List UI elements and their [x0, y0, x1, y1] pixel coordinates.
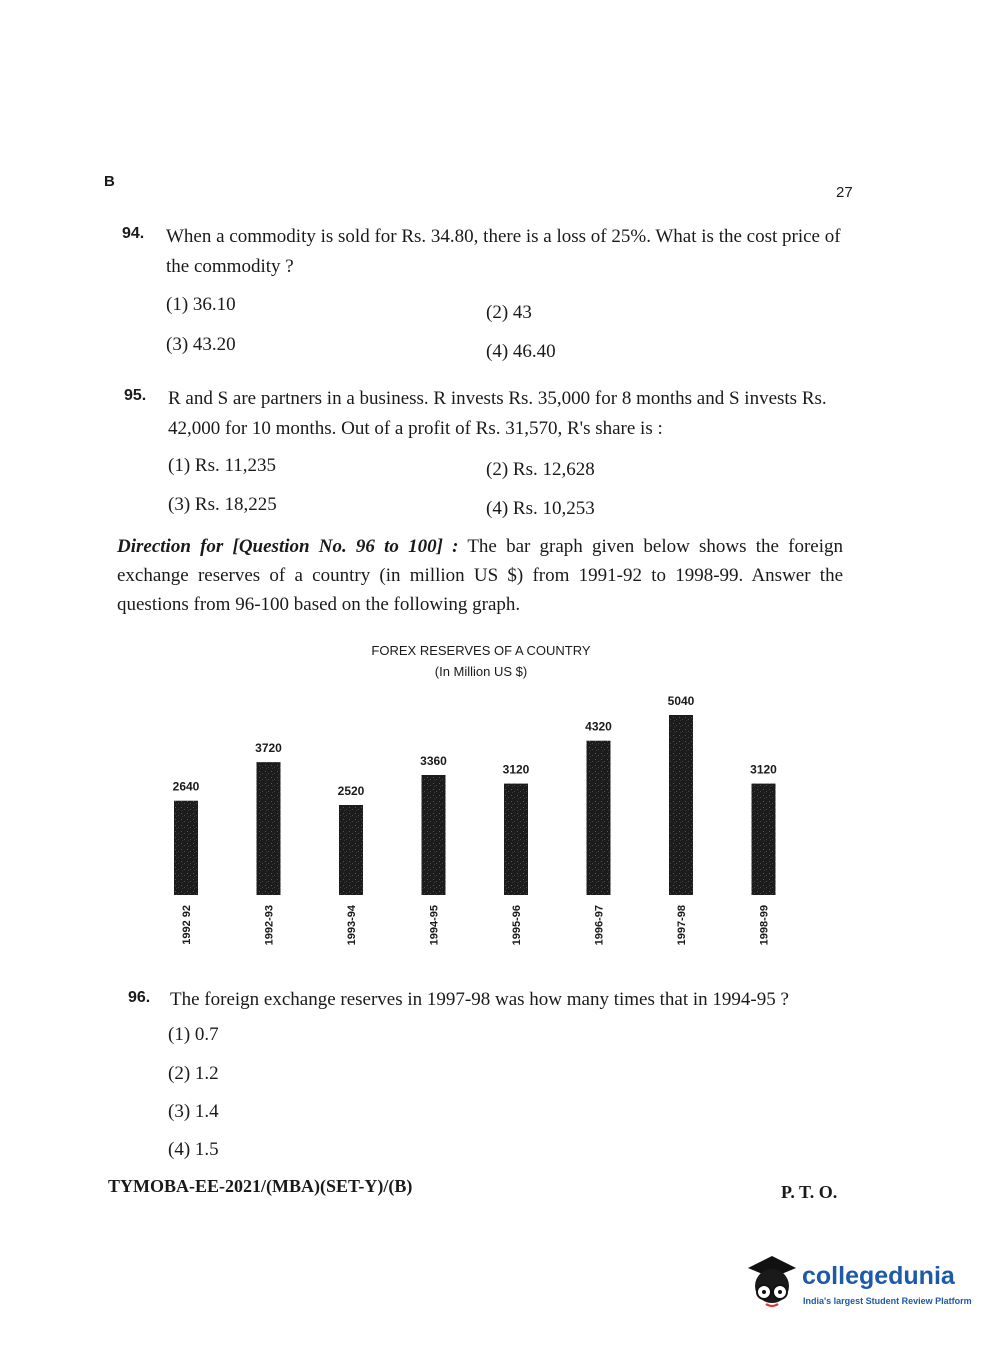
question-95-number: 95.	[124, 387, 147, 404]
bar-value-label: 3360	[420, 754, 447, 768]
direction-paragraph	[117, 532, 843, 619]
x-tick-label: 1995-96	[511, 905, 523, 946]
question-94-option-2: (2) 43	[486, 302, 532, 323]
bar-1992-93	[257, 762, 281, 895]
page-number: 27	[836, 184, 853, 201]
question-96-option-2: (2) 1.2	[168, 1063, 219, 1084]
question-96-number: 96.	[128, 989, 151, 1006]
question-95-option-1: (1) Rs. 11,235	[168, 455, 277, 476]
bar-value-label: 5040	[667, 694, 695, 708]
x-tick-label: 1997-98	[676, 905, 688, 946]
question-95-option-3: (3) Rs. 18,225	[168, 494, 277, 515]
question-96-text: The foreign exchange reserves in 1997-98 was how many times that in 1994-95 ?	[170, 989, 789, 1010]
question-94-option-3: (3) 43.20	[166, 334, 236, 355]
question-94-text: When a commodity is sold for Rs. 34.80, there is a loss of 25%. What is the cost price of the commodity ?	[166, 226, 841, 277]
bar-1994-95	[422, 775, 446, 895]
exam-code: TYMOBA-EE-2021/(MBA)(SET-Y)/(B)	[108, 1176, 413, 1196]
collegedunia-logo	[742, 1248, 972, 1312]
question-94-number: 94.	[122, 225, 145, 242]
direction-label: Direction for [Question No. 96 to 100] :	[117, 536, 459, 557]
direction-text: The bar graph given below shows the foreign exchange reserves of a country (in million US $) from 1991-92 to 1998-99. Answer the questions from 96-100 based on the following graph.	[117, 536, 843, 615]
x-tick-label: 1992-93	[263, 905, 276, 946]
mascot-icon	[742, 1252, 800, 1310]
pto-label: P. T. O.	[781, 1182, 838, 1202]
x-tick-label: 1996-97	[593, 905, 606, 946]
chart-title: FOREX RESERVES OF A COUNTRY	[371, 643, 591, 658]
question-95-option-2: (2) Rs. 12,628	[486, 459, 595, 480]
bar-value-label: 3120	[502, 762, 530, 777]
question-94-option-4: (4) 46.40	[486, 341, 556, 362]
bar-value-label: 3720	[255, 741, 282, 756]
bar-1995-96	[504, 784, 528, 895]
question-95-option-4: (4) Rs. 10,253	[486, 498, 595, 519]
x-tick-label: 1994-95	[428, 905, 441, 946]
x-tick-label: 1998-99	[758, 905, 771, 946]
bar-1997-98	[669, 715, 693, 895]
question-94-option-1: (1) 36.10	[166, 294, 236, 315]
forex-bar-chart	[150, 680, 810, 970]
set-letter: B	[104, 173, 115, 190]
bar-1993-94	[339, 805, 363, 895]
bar-1998-99	[752, 784, 776, 895]
bar-1996-97	[587, 741, 611, 895]
logo-tagline: India's largest Student Review Platform	[803, 1296, 972, 1306]
question-95-text: R and S are partners in a business. R invests Rs. 35,000 for 8 months and S invests Rs. 42,000 for 10 months. Out of a profit of Rs. 31,570, R's share is :	[168, 388, 827, 439]
logo-name: collegedunia	[802, 1262, 955, 1290]
bar-value-label: 2520	[337, 784, 365, 798]
question-96-option-1: (1) 0.7	[168, 1024, 219, 1045]
chart-title-block	[330, 640, 632, 682]
x-tick-label: 1993-94	[346, 905, 358, 946]
bar-1992 92	[174, 801, 198, 895]
bar-value-label: 3120	[750, 762, 777, 777]
chart-subtitle: (In Million US $)	[434, 664, 528, 679]
bar-value-label: 4320	[585, 719, 612, 734]
question-96-option-3: (3) 1.4	[168, 1101, 219, 1122]
bar-value-label: 2640	[172, 779, 200, 794]
x-tick-label: 1992 92	[181, 905, 193, 945]
question-96-option-4: (4) 1.5	[168, 1139, 219, 1160]
